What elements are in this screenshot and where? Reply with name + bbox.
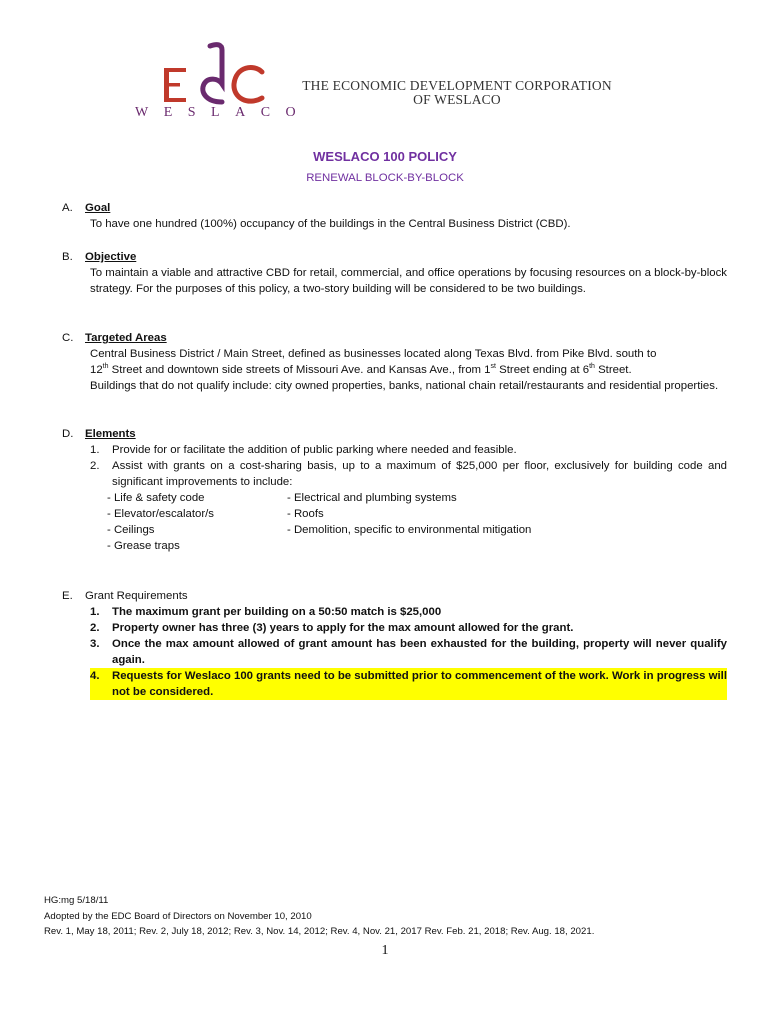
list-number: 1.	[90, 606, 100, 618]
footer-revisions: Rev. 1, May 18, 2011; Rev. 2, July 18, 2012; Rev. 3, Nov. 14, 2012; Rev. 4, Nov. 21, 2017 Rev. Feb. 21, 2018; Rev. Aug. 18, 2021.	[44, 926, 595, 937]
ordinal-suffix: st	[490, 363, 496, 371]
section-heading: Targeted Areas	[85, 332, 167, 344]
text-fragment: Street and downtown side streets of Missouri Ave. and Kansas Ave., from 1	[108, 364, 491, 376]
section-letter: E.	[62, 590, 73, 602]
text-fragment: Street ending at 6	[495, 364, 590, 376]
logo-wordmark: WESLACO	[135, 105, 312, 120]
list-item	[90, 604, 727, 620]
targeted-areas-line1: Central Business District / Main Street, defined as businesses located along Texas Blvd. from Pike Blvd. south to	[90, 348, 657, 360]
section-letter: B.	[62, 251, 73, 263]
list-item-text: Once the max amount allowed of grant amount has been exhausted for the building, property will never qualify again.	[112, 638, 727, 666]
improvement-item: - Electrical and plumbing systems	[287, 492, 457, 504]
section-heading: Goal	[85, 202, 111, 214]
list-number: 2.	[90, 460, 100, 472]
section-goal	[62, 200, 727, 232]
corporation-name-line2: OF WESLACO	[413, 92, 501, 107]
corporation-name	[292, 79, 622, 107]
list-number: 4.	[90, 670, 100, 682]
improvements-column-1	[107, 490, 287, 554]
footer-adopted: Adopted by the EDC Board of Directors on November 10, 2010	[44, 910, 312, 922]
section-letter: A.	[62, 202, 73, 214]
corporation-name-line1: THE ECONOMIC DEVELOPMENT CORPORATION	[302, 78, 612, 93]
list-item-text: Requests for Weslaco 100 grants need to be submitted prior to commencement of the work. Work in progress will not be considered.	[112, 670, 727, 698]
list-number: 2.	[90, 622, 100, 634]
section-text	[90, 346, 727, 394]
grant-requirements-list	[90, 604, 727, 700]
text-fragment: 12	[90, 364, 103, 376]
text-fragment: Street.	[594, 364, 632, 376]
targeted-areas-line2	[90, 362, 727, 378]
improvements-column-2	[287, 490, 617, 538]
improvement-item: - Demolition, specific to environmental mitigation	[287, 524, 532, 536]
footer-initials: HG:mg 5/18/11	[44, 895, 109, 906]
improvement-item: - Elevator/escalator/s	[107, 508, 214, 520]
policy-subtitle: RENEWAL BLOCK-BY-BLOCK	[306, 172, 464, 184]
edc-logo	[134, 40, 312, 124]
revision-footer	[44, 893, 744, 940]
section-heading: Objective	[85, 251, 137, 263]
list-item	[90, 442, 727, 458]
list-number: 1.	[90, 444, 100, 456]
improvement-item: - Grease traps	[107, 540, 180, 552]
section-letter: C.	[62, 332, 74, 344]
section-targeted-areas	[62, 330, 727, 394]
list-item	[90, 636, 727, 668]
highlighted-list-item	[90, 668, 727, 700]
targeted-areas-exclusions: Buildings that do not qualify include: city owned properties, banks, national chain retail/restaurants and residential properties.	[90, 380, 719, 392]
section-objective	[62, 249, 727, 297]
list-item	[90, 458, 727, 490]
section-elements	[62, 426, 727, 554]
ordinal-suffix: th	[102, 363, 109, 371]
section-text: To have one hundred (100%) occupancy of the buildings in the Central Business District (CBD).	[90, 218, 571, 230]
list-item	[90, 620, 727, 636]
page-number: 1	[381, 943, 389, 958]
list-number: 3.	[90, 638, 100, 650]
improvement-item: - Ceilings	[107, 524, 155, 536]
improvements-list	[107, 490, 727, 554]
list-item-text: Property owner has three (3) years to apply for the max amount allowed for the grant.	[112, 622, 574, 634]
section-text: To maintain a viable and attractive CBD for retail, commercial, and office operations by focusing resources on a block-by-block strategy. For the purposes of this policy, a two-story building will be considered to be two buildings.	[90, 267, 727, 295]
section-grant-requirements	[62, 588, 727, 700]
improvement-item: - Roofs	[287, 508, 324, 520]
edc-logo-mark-icon	[134, 40, 304, 110]
improvement-item: - Life & safety code	[107, 492, 205, 504]
list-item-text: Provide for or facilitate the addition of public parking where needed and feasible.	[112, 444, 517, 456]
section-letter: D.	[62, 428, 74, 440]
elements-list	[90, 442, 727, 490]
section-heading: Elements	[85, 428, 136, 440]
list-item-text: The maximum grant per building on a 50:50 match is $25,000	[112, 606, 442, 618]
ordinal-suffix: th	[589, 363, 595, 371]
policy-title: WESLACO 100 POLICY	[313, 149, 457, 164]
section-heading: Grant Requirements	[85, 590, 188, 602]
list-item-text: Assist with grants on a cost-sharing basis, up to a maximum of $25,000 per floor, exclusively for building code and significant improvements to include:	[112, 460, 727, 488]
